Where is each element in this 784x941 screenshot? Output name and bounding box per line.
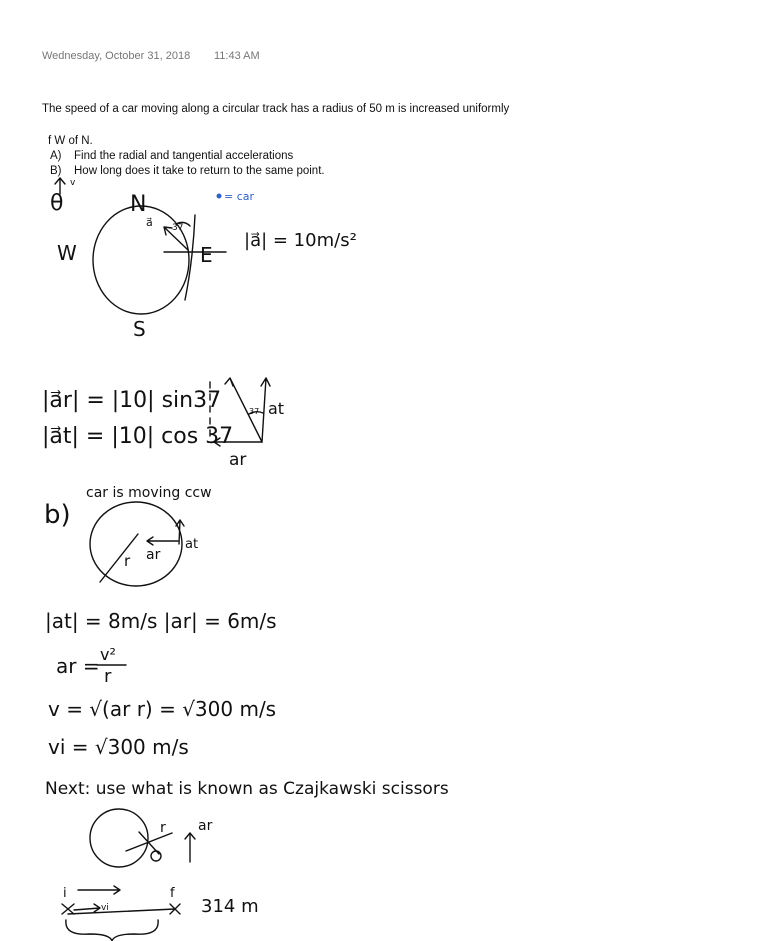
r-denominator: r bbox=[104, 666, 112, 687]
accel-magnitude: |a⃗| = 10m/s² bbox=[244, 230, 357, 251]
vi-label: vi bbox=[101, 903, 109, 913]
initial-velocity-eq: vi = √300 m/s bbox=[48, 735, 189, 759]
ccw-note: car is moving ccw bbox=[86, 485, 212, 501]
track-circle-2 bbox=[90, 502, 182, 586]
question-b-label: B) bbox=[50, 165, 62, 177]
triangle-angle-label: 37 bbox=[249, 407, 260, 416]
question-b-text: How long does it take to return to the same point. bbox=[74, 165, 325, 177]
track-circle-3 bbox=[90, 809, 148, 867]
c3-r-label: r bbox=[160, 820, 166, 836]
ar-definition: ar = bbox=[56, 654, 100, 678]
radial-accel-eq: |a⃗r| = |10| sin37 bbox=[42, 388, 222, 413]
problem-direction: f W of N. bbox=[48, 135, 93, 147]
question-a-label: A) bbox=[50, 150, 62, 162]
start-marker-icon bbox=[62, 904, 74, 914]
theta-symbol: θ bbox=[50, 191, 64, 216]
note-time: 11:43 AM bbox=[214, 50, 260, 62]
c2-ar-label: ar bbox=[146, 547, 161, 563]
triangle-at-label: at bbox=[268, 399, 285, 418]
c2-at-label: at bbox=[185, 537, 199, 552]
tangential-accel-eq: |a⃗t| = |10| cos 37 bbox=[42, 424, 234, 449]
south-label: S bbox=[133, 317, 146, 341]
angle-label: 37 bbox=[172, 223, 184, 233]
c3-ar-label: ar bbox=[198, 818, 213, 834]
top-direction-arrow bbox=[78, 886, 120, 894]
vi-arrow bbox=[74, 904, 100, 912]
c3-radial-arrow bbox=[185, 833, 195, 862]
accel-vector-label: a⃗ bbox=[146, 216, 153, 229]
distance-brace bbox=[66, 920, 158, 941]
west-label: W bbox=[57, 241, 77, 265]
note-date: Wednesday, October 31, 2018 bbox=[42, 50, 191, 62]
part-b-label: b) bbox=[44, 500, 71, 530]
tangent-line bbox=[185, 215, 195, 300]
final-point-label: f bbox=[170, 886, 175, 901]
v-squared: v² bbox=[100, 645, 116, 664]
car-legend: = car bbox=[224, 190, 255, 203]
triangle-ar-label: ar bbox=[229, 450, 247, 470]
theta-superscript: v bbox=[70, 178, 76, 188]
c3-car-marker-icon bbox=[151, 851, 161, 861]
distance-label: 314 m bbox=[201, 896, 259, 917]
next-note: Next: use what is known as Czajkawski scissors bbox=[45, 779, 449, 799]
east-label: E bbox=[200, 243, 213, 267]
c2-radial-arrow bbox=[147, 537, 178, 545]
accel-magnitudes: |at| = 8m/s |ar| = 6m/s bbox=[45, 609, 277, 633]
velocity-eq: v = √(ar r) = √300 m/s bbox=[48, 697, 277, 721]
problem-statement: The speed of a car moving along a circular track has a radius of 50 m is increased uniformly bbox=[42, 103, 510, 115]
question-a-text: Find the radial and tangential accelerations bbox=[74, 150, 294, 162]
radius-label: r bbox=[124, 552, 131, 570]
initial-point-label: i bbox=[63, 886, 67, 901]
north-label: N bbox=[130, 192, 147, 217]
radius-line bbox=[100, 534, 138, 582]
car-marker-legend-icon bbox=[217, 194, 222, 199]
